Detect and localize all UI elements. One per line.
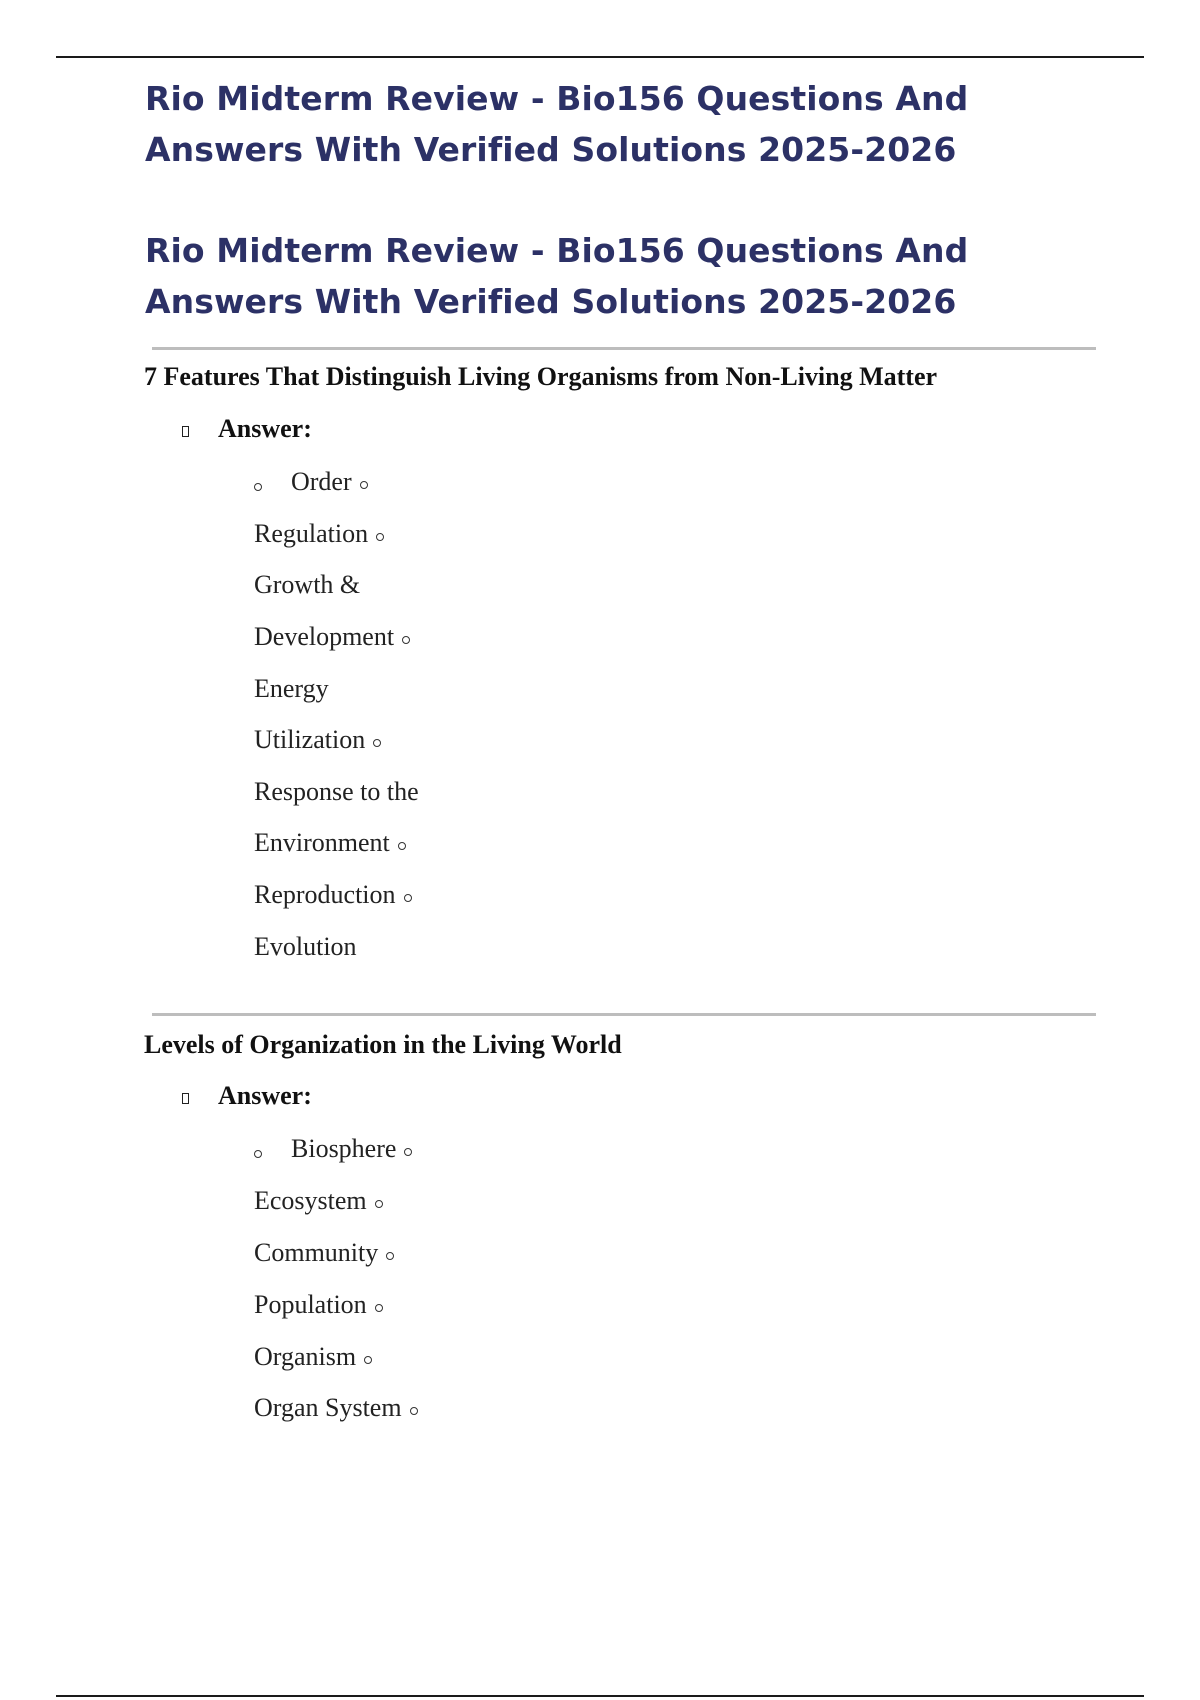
answer-line-text: Response to the: [254, 777, 419, 806]
circle-bullet-icon: [404, 894, 412, 902]
answer-line-text: Environment: [254, 828, 390, 857]
answer-line-text: Organ System: [254, 1393, 402, 1422]
answer-line-text: Population: [254, 1290, 367, 1319]
answer-line-text: Ecosystem: [254, 1186, 367, 1215]
circle-bullet-icon: [254, 483, 262, 491]
question-heading: Levels of Organization in the Living World: [144, 1030, 622, 1059]
answer-line-text: Community: [254, 1238, 379, 1267]
answer-line: [254, 1392, 418, 1424]
answer-line-text: Order: [291, 467, 352, 496]
circle-bullet-icon: [364, 1356, 372, 1364]
answer-line-text: Development: [254, 622, 395, 651]
circle-bullet-icon: [410, 1407, 418, 1415]
answer-line: [291, 1133, 412, 1165]
answer-line-text: Energy: [254, 674, 329, 703]
answer-line-text: Biosphere: [291, 1134, 397, 1163]
answer-line: [254, 518, 384, 550]
circle-bullet-icon: [254, 1150, 262, 1158]
document-title: Rio Midterm Review - Bio156 Questions And Answers With Verified Solutions 2025-2026: [145, 79, 969, 169]
answer-line: [254, 621, 410, 653]
question-heading: 7 Features That Distinguish Living Organisms from Non-Living Matter: [144, 362, 938, 391]
answer-line-text: Growth &: [254, 570, 361, 599]
answer-line: [254, 1237, 394, 1269]
page-bottom-rule: [56, 1695, 1144, 1697]
circle-bullet-icon: [375, 1304, 383, 1312]
square-bullet-icon: [182, 1093, 189, 1104]
answer-label: Answer:: [218, 1081, 312, 1110]
answer-line: [254, 776, 419, 808]
answer-line: [254, 673, 329, 705]
answer-line-text: Organism: [254, 1342, 357, 1371]
answer-line: [254, 724, 381, 756]
circle-bullet-icon: [376, 533, 384, 541]
circle-bullet-icon: [404, 1148, 412, 1156]
answer-line: [254, 1185, 383, 1217]
section-divider: [152, 347, 1096, 350]
answer-line: [254, 569, 360, 601]
circle-bullet-icon: [386, 1252, 394, 1260]
circle-bullet-icon: [402, 636, 410, 644]
circle-bullet-icon: [398, 842, 406, 850]
answer-label: Answer:: [218, 414, 312, 443]
circle-bullet-icon: [373, 739, 381, 747]
answer-line: [254, 827, 406, 859]
section-divider: [152, 1013, 1096, 1016]
document-heading: Rio Midterm Review - Bio156 Questions And Answers With Verified Solutions 2025-2026: [145, 231, 969, 321]
page-top-rule: [56, 56, 1144, 58]
circle-bullet-icon: [375, 1200, 383, 1208]
answer-line-text: Evolution: [254, 932, 357, 961]
answer-line: [254, 879, 412, 911]
answer-line: [291, 466, 368, 498]
square-bullet-icon: [182, 426, 189, 437]
answer-line-text: Reproduction: [254, 880, 396, 909]
answer-line: [254, 931, 357, 963]
answer-line-text: Utilization: [254, 725, 366, 754]
circle-bullet-icon: [360, 481, 368, 489]
answer-line: [254, 1289, 383, 1321]
answer-line: [254, 1341, 372, 1373]
answer-line-text: Regulation: [254, 519, 369, 548]
